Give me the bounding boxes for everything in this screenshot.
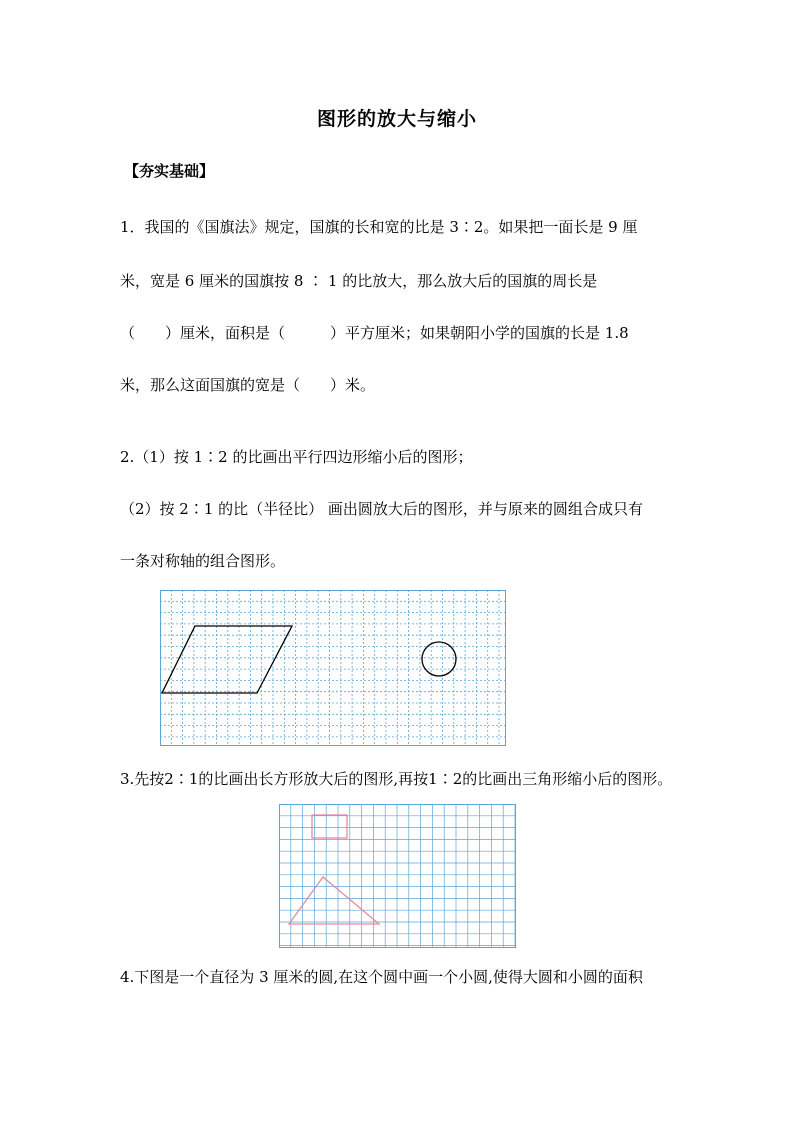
- q2-line-2: （2）按 2∶1 的比（半径比） 画出圆放大后的图形，并与原来的圆组合成只有: [120, 500, 643, 518]
- q2-line-3: 一条对称轴的组合图形。: [120, 552, 286, 570]
- question-4: 4.下图是一个直径为 3 厘米的圆,在这个圆中画一个小圆,使得大圆和小圆的面积: [120, 968, 643, 986]
- q1-line-3: （ ）厘米，面积是（ ）平方厘米；如果朝阳小学的国旗的长是 1.8: [120, 324, 629, 342]
- grid-border: [280, 805, 516, 948]
- grid-figure-rectangle-triangle: [279, 804, 516, 948]
- q1-line-4: 米，那么这面国旗的宽是（ ）米。: [120, 376, 376, 394]
- grid-figure-parallelogram-circle: [160, 590, 506, 746]
- rectangle-shape: [312, 815, 347, 838]
- q1-line-2: 米，宽是 6 厘米的国旗按 8 ∶ 1 的比放大，那么放大后的国旗的周长是: [120, 272, 598, 290]
- parallelogram-shape: [162, 626, 292, 693]
- q2-line-1: 2.（1）按 1∶2 的比画出平行四边形缩小后的图形；: [120, 448, 473, 466]
- question-3: 3.先按2∶1的比画出长方形放大后的图形,再按1∶2的比画出三角形缩小后的图形。: [120, 770, 673, 788]
- circle-shape: [422, 642, 456, 676]
- q1-line-1: 1．我国的《国旗法》规定，国旗的长和宽的比是 3∶2。如果把一面长是 9 厘: [120, 218, 638, 236]
- section-heading: 【夯实基础】: [124, 162, 215, 180]
- grid-lines: [279, 804, 516, 948]
- page-title: 图形的放大与缩小: [316, 108, 477, 130]
